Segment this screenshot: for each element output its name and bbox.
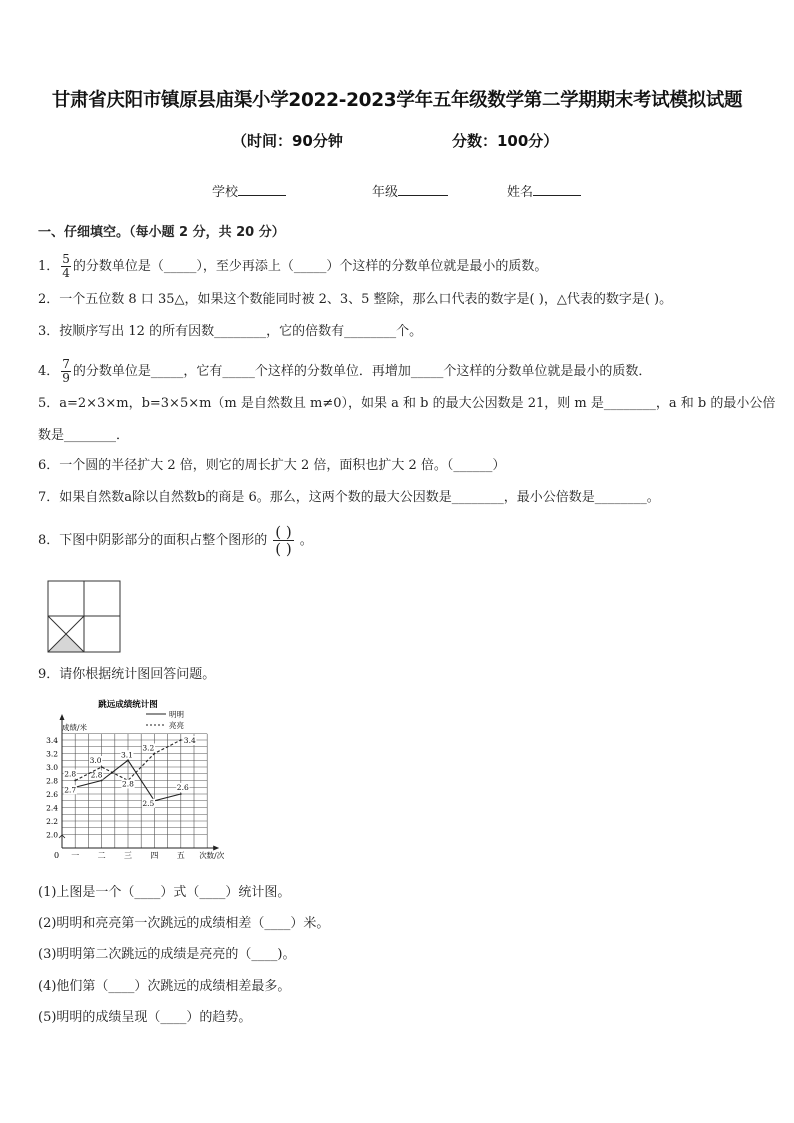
q1-fraction bbox=[61, 253, 71, 280]
q4-number: 4． bbox=[38, 364, 60, 379]
grade-blank bbox=[398, 183, 448, 196]
exam-time: （时间：90分钟 bbox=[232, 132, 343, 150]
origin-label: 0 bbox=[54, 851, 60, 860]
x-tick-label: 四 bbox=[150, 851, 159, 860]
school-label: 学校 bbox=[212, 185, 239, 200]
data-label: 2.6 bbox=[176, 783, 189, 792]
x-tick-label: 三 bbox=[124, 851, 132, 860]
data-point bbox=[154, 753, 156, 755]
data-label: 3.0 bbox=[89, 756, 102, 765]
q8-frac-num: ( ) bbox=[275, 523, 292, 541]
name-label: 姓名 bbox=[507, 185, 534, 200]
exam-score: 分数：100分） bbox=[452, 132, 559, 150]
legend-label: 明明 bbox=[169, 710, 184, 719]
data-label: 2.7 bbox=[64, 785, 77, 795]
y-tick-label: 3.2 bbox=[46, 749, 58, 759]
q8-tail: 。 bbox=[299, 533, 313, 548]
q4-fraction bbox=[61, 358, 71, 385]
q1-number: 1． bbox=[38, 259, 60, 274]
question-9: 9．请你根据统计图回答问题。 bbox=[38, 667, 216, 682]
chart-ylabel: 成绩/米 bbox=[62, 723, 88, 732]
data-point bbox=[101, 780, 103, 782]
q4-frac-den: 9 bbox=[62, 371, 70, 385]
y-tick-label: 2.6 bbox=[46, 790, 58, 799]
q8-grid-figure bbox=[47, 580, 123, 654]
q9-sub-5: (5)明明的成绩呈现（____）的趋势。 bbox=[38, 1010, 252, 1025]
page-title: 甘肃省庆阳市镇原县庙渠小学2022-2023学年五年级数学第二学期期末考试模拟试题 bbox=[51, 90, 743, 111]
data-point bbox=[180, 793, 182, 795]
question-1 bbox=[38, 253, 547, 280]
q8-text: 8．下图中阴影部分的面积占整个图形的 bbox=[38, 533, 268, 548]
data-point bbox=[74, 780, 76, 782]
data-label: 3.2 bbox=[142, 743, 155, 753]
question-5-line-1: 5．a=2×3×m，b=3×5×m（m 是自然数且 m≠0），如果 a 和 b 的最大公因数是 21，则 m 是________，a 和 b 的最小公倍 bbox=[38, 396, 776, 411]
question-2: 2．一个五位数 8 口 35△，如果这个数能同时被 2、3、5 整除，那么口代表的数字是( )，△代表的数字是( )。 bbox=[38, 292, 673, 307]
data-label: 2.5 bbox=[142, 798, 155, 808]
question-8 bbox=[38, 524, 313, 557]
y-tick-label: 2.0 bbox=[46, 830, 58, 840]
school-field bbox=[212, 181, 286, 200]
q9-sub-1: (1)上图是一个（____）式（____）统计图。 bbox=[38, 885, 291, 900]
y-tick-label: 3.0 bbox=[46, 763, 58, 772]
grade-field bbox=[372, 181, 448, 200]
question-4 bbox=[38, 358, 651, 385]
question-7: 7．如果自然数a除以自然数b的商是 6。那么，这两个数的最大公因数是________，最小公倍数是________。 bbox=[38, 490, 660, 505]
q9-sub-3: (3)明明第二次跳远的成绩是亮亮的（____)。 bbox=[38, 947, 296, 962]
question-5-line-2: 数是________． bbox=[38, 428, 130, 443]
school-blank bbox=[238, 183, 286, 196]
x-axis-arrow bbox=[213, 846, 219, 851]
x-tick-label: 五 bbox=[176, 851, 185, 860]
y-tick-label: 3.4 bbox=[46, 736, 58, 745]
data-label: 2.8 bbox=[122, 779, 134, 789]
q1-frac-den: 4 bbox=[62, 266, 70, 280]
question-3: 3．按顺序写出 12 的所有因数________，它的倍数有________个。 bbox=[38, 324, 423, 339]
grade-label: 年级 bbox=[372, 185, 399, 200]
data-point bbox=[127, 759, 129, 761]
jump-line-chart bbox=[40, 694, 225, 866]
data-point bbox=[101, 766, 103, 768]
y-tick-label: 2.4 bbox=[46, 803, 58, 813]
chart-title: 跳远成绩统计图 bbox=[98, 700, 158, 710]
q9-sub-4: (4)他们第（____）次跳远的成绩相差最多。 bbox=[38, 979, 291, 994]
name-field bbox=[507, 181, 581, 200]
legend-label: 亮亮 bbox=[169, 721, 184, 730]
q9-sub-2: (2)明明和亮亮第一次跳远的成绩相差（____）米。 bbox=[38, 916, 330, 931]
data-point bbox=[180, 739, 182, 741]
question-6: 6．一个圆的半径扩大 2 倍，则它的周长扩大 2 倍，面积也扩大 2 倍。（______） bbox=[38, 458, 506, 473]
q8-frac-den: ( ) bbox=[275, 540, 292, 558]
data-label: 3.1 bbox=[121, 750, 133, 760]
x-tick-label: 一 bbox=[71, 851, 80, 860]
y-axis-arrow bbox=[60, 714, 65, 720]
x-tick-label: 二 bbox=[97, 851, 106, 860]
q4-text: 的分数单位是_____，它有_____个这样的分数单位．再增加_____个这样的分数单位就是最小的质数． bbox=[72, 364, 652, 379]
q4-frac-num: 7 bbox=[62, 357, 70, 371]
y-tick-label: 2.2 bbox=[46, 817, 58, 826]
data-label: 3.4 bbox=[183, 736, 196, 745]
shaded-triangle bbox=[48, 634, 84, 652]
q1-text: 的分数单位是（_____），至少再添上（_____）个这样的分数单位就是最小的质数。 bbox=[72, 259, 548, 274]
q1-frac-num: 5 bbox=[62, 252, 70, 266]
data-label: 2.8 bbox=[64, 769, 77, 779]
chart-xlabel: 次数/次 bbox=[199, 851, 225, 860]
y-tick-label: 2.8 bbox=[46, 776, 58, 786]
section-1-title: 一、仔细填空。（每小题 2 分，共 20 分） bbox=[38, 225, 285, 240]
name-blank bbox=[533, 183, 581, 196]
q8-fraction bbox=[273, 524, 293, 557]
data-label: 2.8 bbox=[90, 770, 103, 780]
